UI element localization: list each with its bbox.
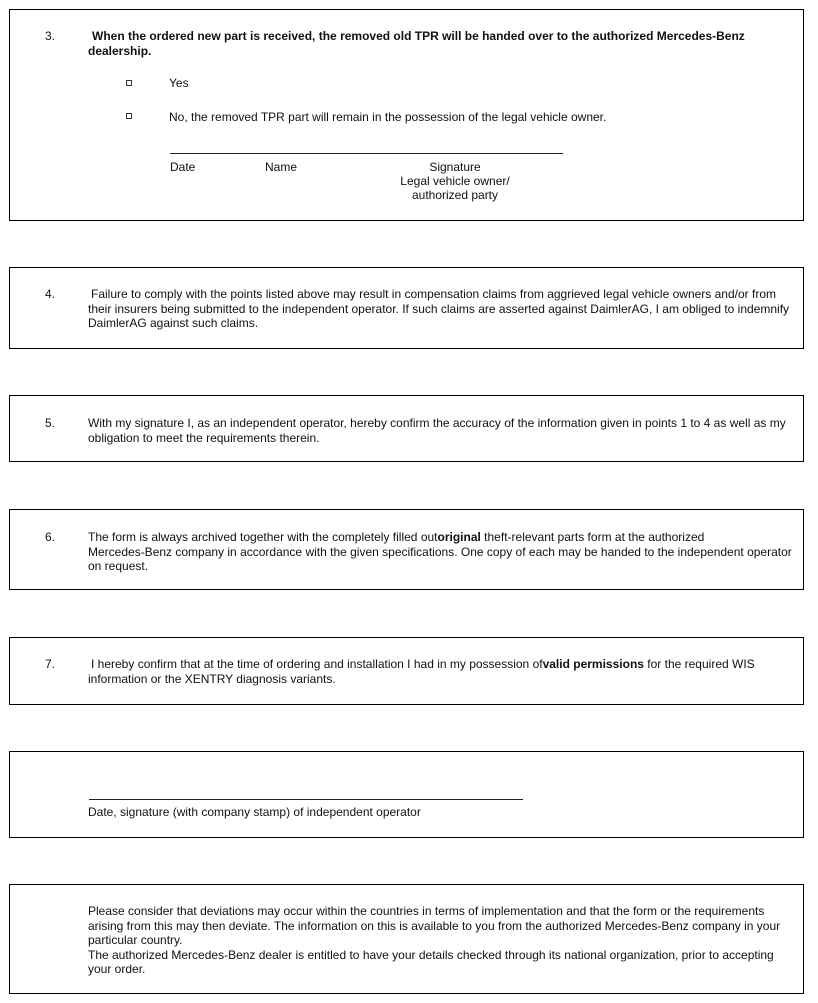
text-line-1 (88, 657, 818, 672)
owner-signature-line[interactable] (170, 153, 563, 154)
section-4-box (9, 267, 804, 349)
section-number: 6. (45, 530, 56, 544)
operator-signature-line[interactable] (89, 799, 523, 800)
text-segment: I hereby confirm that at the time of ordering and installation I had in my possession of (91, 657, 543, 671)
no-option-label: No, the removed TPR part will remain in the possession of the legal vehicle owner. (169, 110, 607, 124)
section-number: 7. (45, 657, 56, 671)
section-number: 4. (45, 287, 56, 301)
emphasis-valid-permissions: valid permissions (542, 657, 644, 671)
text-line-1: With my signature I, as an independent operator, hereby confirm the accuracy of the information given in points 1 to 4 as well as my (88, 416, 786, 430)
text-line-1 (88, 530, 818, 545)
text-line-1: Failure to comply with the points listed above may result in compensation claims from aggrieved legal vehicle owners and/or from (91, 287, 776, 301)
text-line-2: their insurers being submitted to the independent operator. If such claims are asserted against DaimlerAG, I am obliged to indemnify (88, 301, 790, 316)
notice-line-1: Please consider that deviations may occur within the countries in terms of implementation and that the form or the requirements (88, 904, 765, 918)
section-6-box (9, 509, 804, 590)
text-line-3: DaimlerAG against such claims. (88, 316, 259, 330)
section-4-text (88, 287, 818, 331)
operator-signature-box (9, 751, 804, 838)
section-7-text (88, 657, 818, 686)
notice-line-5: your order. (88, 962, 146, 976)
notice-box (9, 884, 804, 994)
section-7-box (9, 637, 804, 705)
yes-checkbox[interactable] (126, 80, 132, 86)
text-line-2: obligation to meet the requirements therein. (88, 430, 320, 445)
text-segment: The form is always archived together with the completely filled out (88, 530, 438, 544)
notice-text (88, 904, 818, 977)
text-line-3: on request. (88, 559, 149, 573)
no-checkbox[interactable] (126, 113, 132, 119)
section-number: 5. (45, 416, 56, 430)
heading-line-2: dealership. (88, 43, 152, 58)
section-3-heading (88, 29, 818, 58)
text-line-2: information or the XENTRY diagnosis variants. (88, 671, 336, 686)
date-label: Date (170, 160, 196, 174)
notice-line-3: particular country. (88, 933, 183, 947)
party-label-line-1: Legal vehicle owner/ (400, 174, 510, 188)
section-5-box (9, 395, 804, 462)
text-segment: theft-relevant parts form at the authorized (480, 530, 705, 544)
notice-line-2: arising from this may then deviate. The information on this is available to you from the authorized Mercedes-Benz company in your (88, 918, 781, 933)
signature-label-block (385, 160, 525, 202)
heading-line-1: When the ordered new part is received, the removed old TPR will be handed over to the authorized Mercedes-Benz (92, 29, 745, 43)
notice-line-4: The authorized Mercedes-Benz dealer is entitled to have your details checked through its national organization, prior to accepting (88, 947, 774, 962)
text-segment: for the required WIS (643, 657, 755, 671)
operator-signature-label: Date, signature (with company stamp) of independent operator (88, 805, 421, 819)
section-5-text (88, 416, 818, 445)
name-label: Name (265, 160, 298, 174)
text-line-2: Mercedes-Benz company in accordance with the given specifications. One copy of each may be handed to the independent operator (88, 544, 792, 559)
signature-label: Signature (429, 160, 481, 174)
yes-option-label: Yes (169, 76, 189, 90)
section-6-text (88, 530, 818, 574)
emphasis-original: original (437, 530, 481, 544)
section-3-box (9, 9, 804, 221)
party-label-line-2: authorized party (411, 188, 499, 202)
section-number: 3. (45, 29, 56, 43)
